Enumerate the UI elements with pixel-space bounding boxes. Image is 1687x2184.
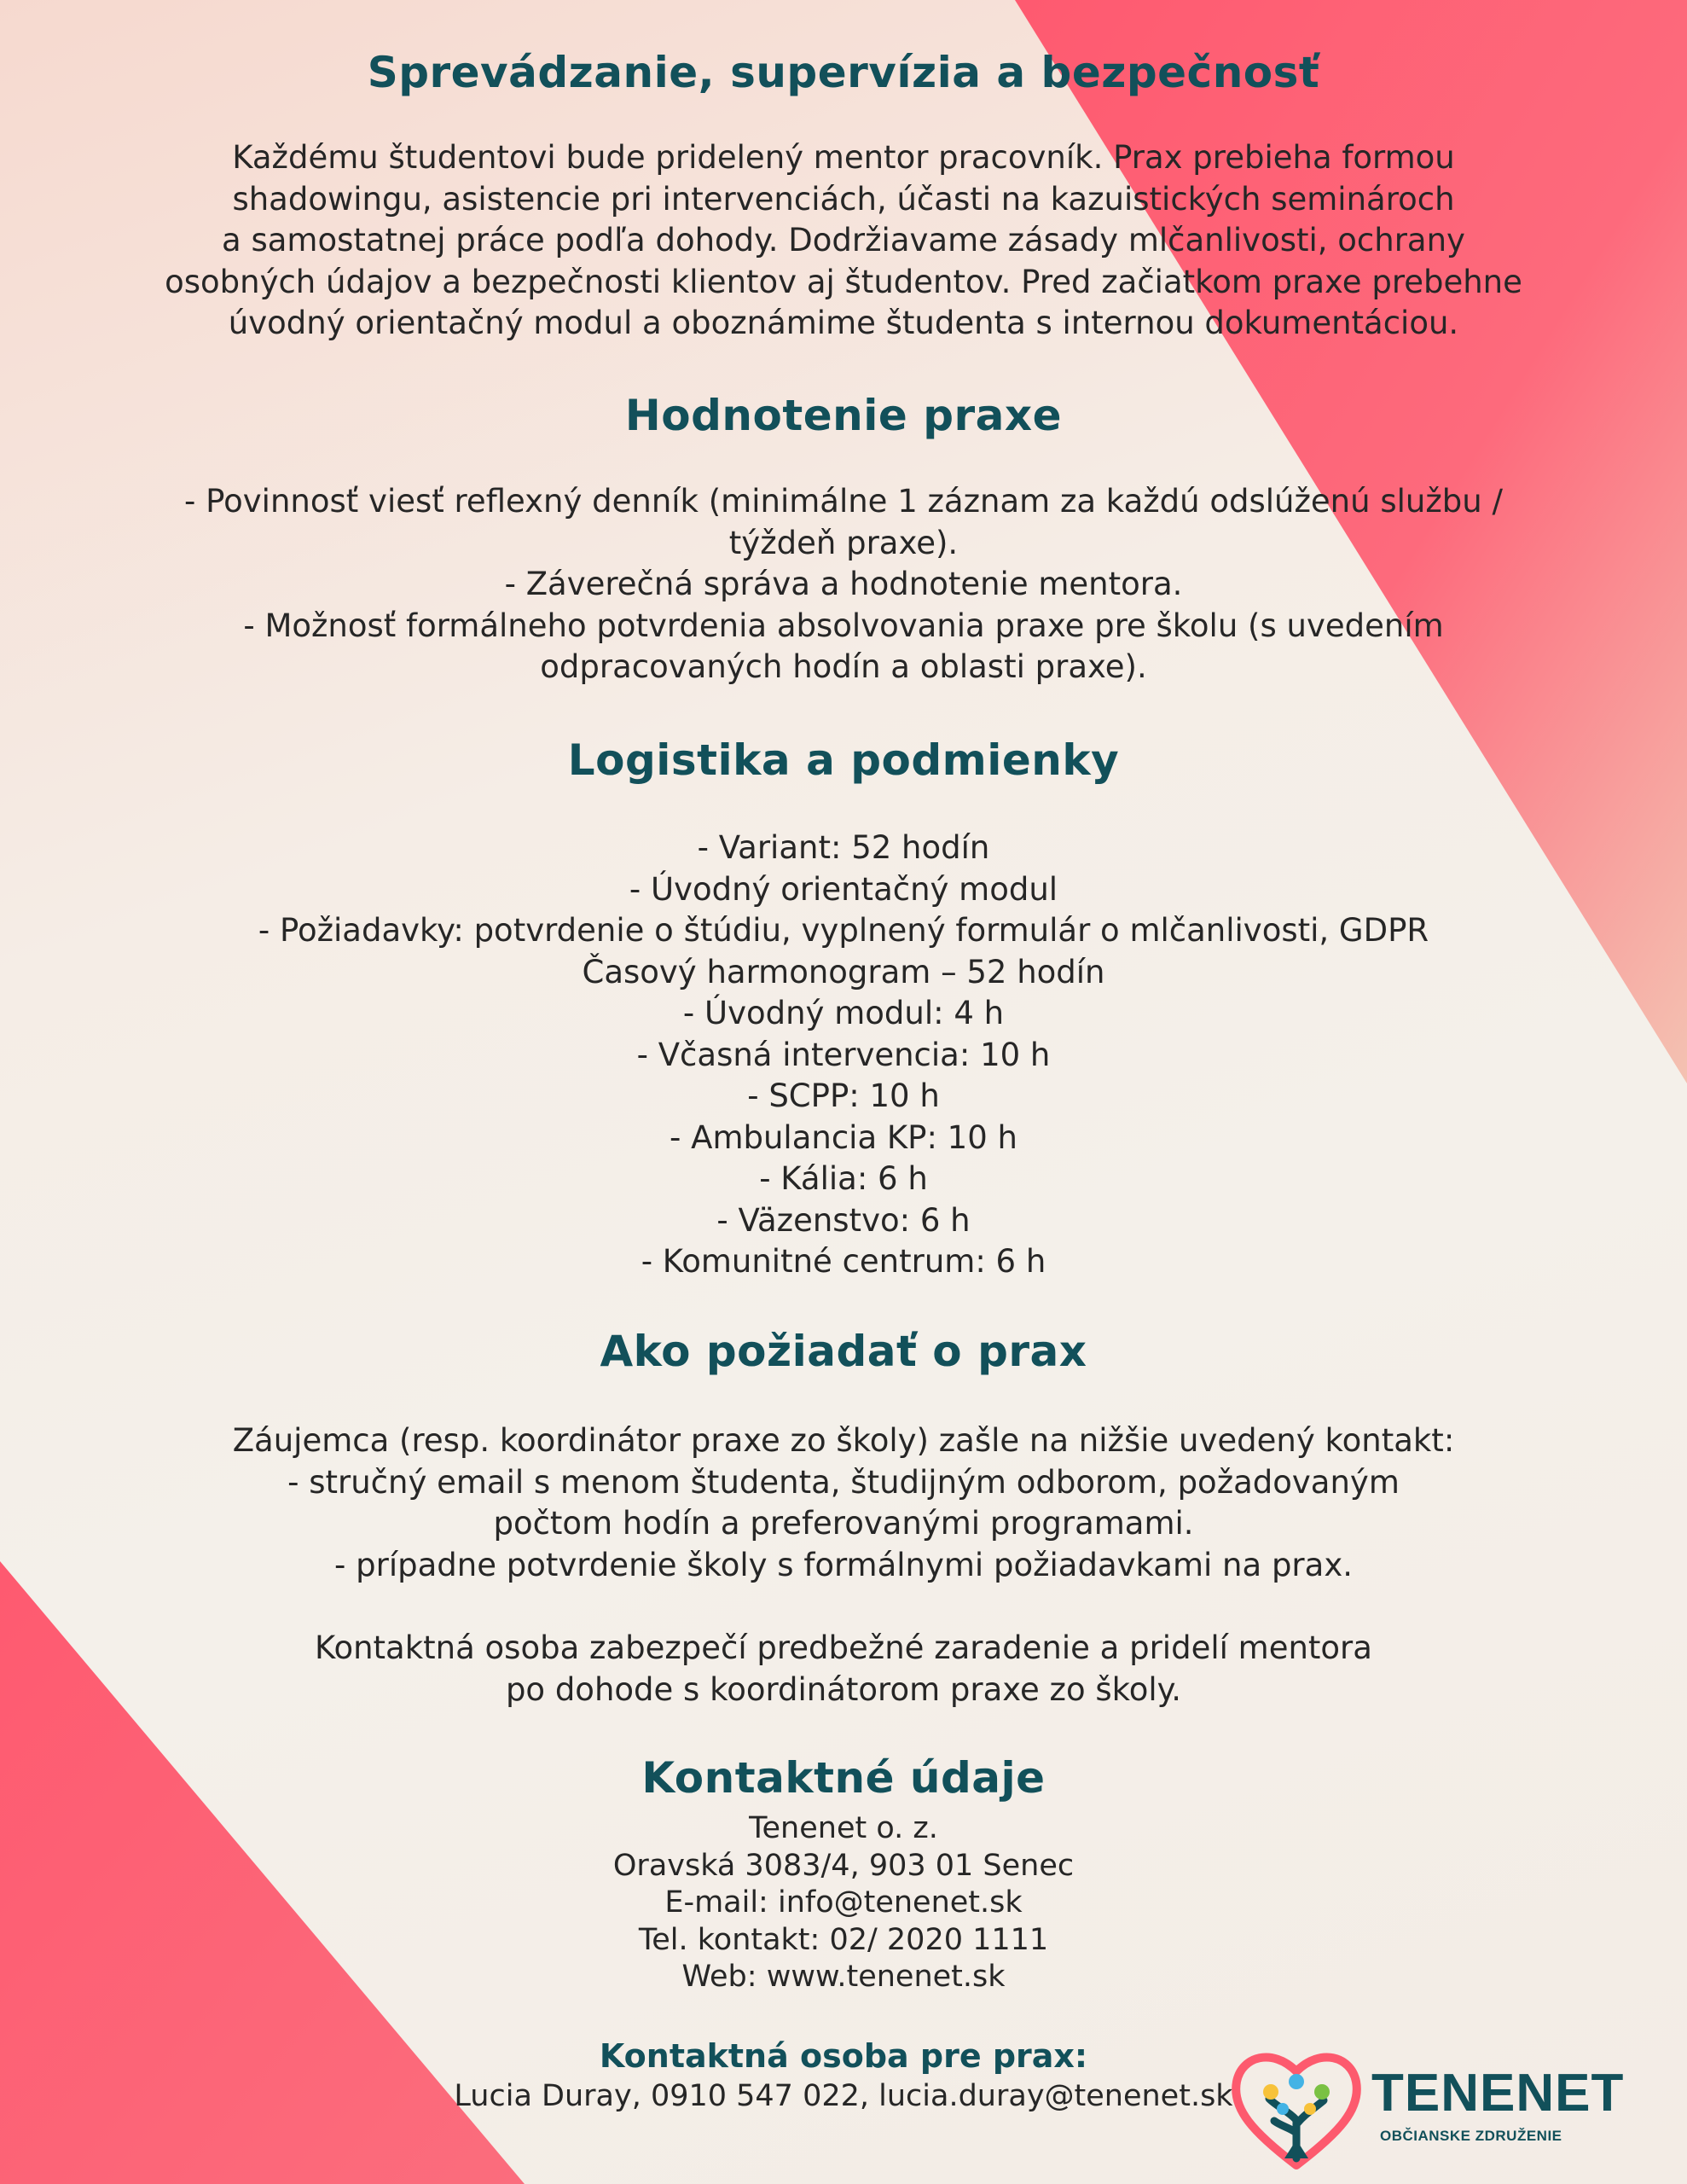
phone[interactable]: Tel. kontakt: 02/ 2020 1111 xyxy=(638,1922,1049,1957)
schedule-title: Časový harmonogram – 52 hodín xyxy=(582,953,1105,990)
tenenet-logo xyxy=(1228,2039,1638,2175)
list-item: - Variant: 52 hodín xyxy=(697,829,990,866)
supervision-paragraph xyxy=(0,137,1687,345)
section-heading-evaluation: Hodnotenie praxe xyxy=(624,391,1063,440)
text-line: úvodný orientačný modul a oboznámime študenta s internou dokumentáciou. xyxy=(228,305,1459,341)
text-line: Záujemca (resp. koordinátor praxe zo školy) zašle na nižšie uvedený kontakt: xyxy=(232,1422,1455,1459)
text-line: shadowingu, asistencie pri intervenciách, účasti na kazuistických seminároch xyxy=(232,180,1455,218)
website[interactable]: Web: www.tenenet.sk xyxy=(681,1960,1006,1994)
text-line: počtom hodín a preferovanými programami. xyxy=(493,1505,1194,1542)
text-line: Každému študentovi bude pridelený mentor pracovník. Prax prebieha formou xyxy=(232,139,1455,176)
text-line: - prípadne potvrdenie školy s formálnymi požiadavkami na prax. xyxy=(334,1546,1353,1583)
list-item: - SCPP: 10 h xyxy=(747,1077,940,1114)
text-line: Kontaktná osoba zabezpečí predbežné zaradenie a pridelí mentora xyxy=(315,1629,1372,1666)
organization-name: Tenenet o. z. xyxy=(749,1811,938,1845)
text-line: odpracovaných hodín a oblasti praxe). xyxy=(540,648,1147,685)
text-line: a samostatnej práce podľa dohody. Dodržiavame zásady mlčanlivosti, ochrany xyxy=(222,222,1465,258)
logistics-list xyxy=(0,828,1687,1283)
contact-details xyxy=(0,1810,1687,1996)
list-item: - Ambulancia KP: 10 h xyxy=(670,1118,1017,1156)
section-heading-contact: Kontaktné údaje xyxy=(641,1753,1046,1803)
section-heading-supervision: Sprevádzanie, supervízia a bezpečnosť xyxy=(367,48,1320,97)
text-line: - stručný email s menom študenta, študijným odborom, požadovaným xyxy=(287,1463,1400,1501)
apply-closing-paragraph xyxy=(0,1628,1687,1711)
list-item: - Včasná intervencia: 10 h xyxy=(636,1036,1051,1073)
text-line: osobných údajov a bezpečnosti klientov aj študentov. Pred začiatkom praxe prebehne xyxy=(165,263,1522,300)
contact-person-line[interactable]: Lucia Duray, 0910 547 022, lucia.duray@tenenet.sk xyxy=(454,2079,1233,2113)
apply-paragraph xyxy=(0,1420,1687,1586)
logo-name: TENENET xyxy=(1371,2064,1625,2123)
section-heading-apply: Ako požiadať o prax xyxy=(600,1327,1087,1376)
list-item: - Úvodný modul: 4 h xyxy=(682,995,1005,1031)
evaluation-paragraph xyxy=(0,481,1687,688)
text-line: - Možnosť formálneho potvrdenia absolvovania praxe pre školu (s uvedením xyxy=(243,607,1444,644)
text-line: týždeň praxe). xyxy=(728,524,959,561)
text-line: po dohode s koordinátorom praxe zo školy. xyxy=(505,1670,1182,1708)
contact-person-heading: Kontaktná osoba pre prax: xyxy=(599,2037,1088,2075)
list-item: - Väzenstvo: 6 h xyxy=(716,1201,971,1239)
list-item: - Komunitné centrum: 6 h xyxy=(641,1243,1046,1280)
text-line: - Povinnosť viesť reflexný denník (minimálne 1 záznam za každú odslúženú službu / xyxy=(184,483,1503,520)
text-line: - Záverečná správa a hodnotenie mentora. xyxy=(504,566,1183,602)
list-item: - Kália: 6 h xyxy=(759,1160,928,1197)
email[interactable]: E-mail: info@tenenet.sk xyxy=(664,1885,1023,1920)
section-heading-logistics: Logistika a podmienky xyxy=(567,735,1120,785)
list-item: - Požiadavky: potvrdenie o štúdiu, vyplnený formulár o mlčanlivosti, GDPR xyxy=(258,912,1429,949)
list-item: - Úvodný orientačný modul xyxy=(629,870,1058,908)
heart-tree-icon xyxy=(1228,2039,1365,2175)
logo-subtitle: OBČIANSKE ZDRUŽENIE xyxy=(1380,2128,1562,2144)
address: Oravská 3083/4, 903 01 Senec xyxy=(612,1848,1075,1883)
